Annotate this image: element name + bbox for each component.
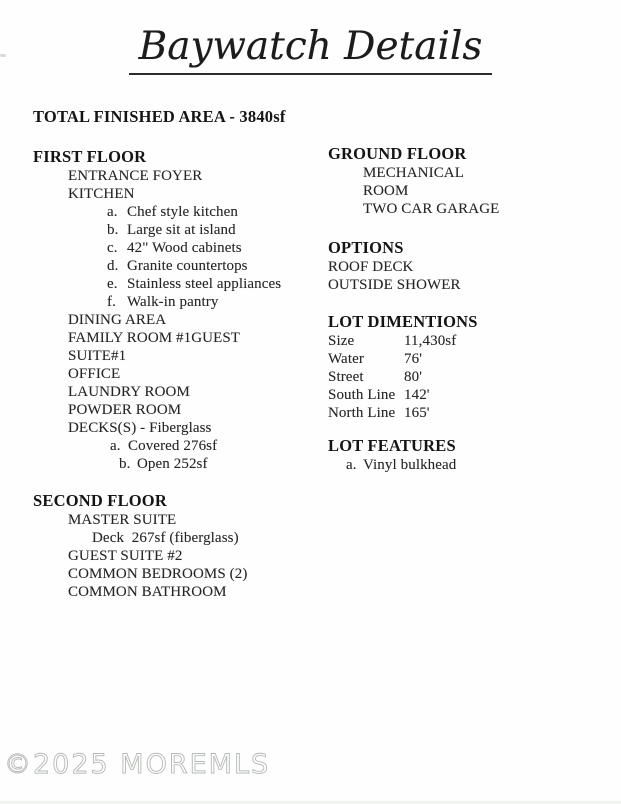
kitchen-feature-text: Granite countertops <box>127 258 248 274</box>
first-floor-room: DINING AREA <box>68 312 167 328</box>
lot-dimension-label: Size <box>328 333 355 349</box>
second-floor-room: COMMON BEDROOMS (2) <box>68 566 248 582</box>
lot-dimension-row <box>328 386 610 404</box>
option-item: OUTSIDE SHOWER <box>328 277 461 293</box>
kitchen-feature <box>33 221 323 239</box>
first-floor-room: FAMILY ROOM #1GUEST <box>68 330 241 346</box>
lot-feature-item <box>328 456 610 474</box>
list-marker: d. <box>107 258 119 274</box>
deck-detail <box>33 455 323 473</box>
section-heading-options: OPTIONS <box>328 238 404 257</box>
kitchen-feature-text: Stainless steel appliances <box>127 276 282 292</box>
lot-dimension-row <box>328 332 610 350</box>
lot-dimension-value: 76' <box>404 351 423 367</box>
document-title-block <box>0 22 621 75</box>
options-section <box>328 238 610 294</box>
lot-dimension-value: 165' <box>404 405 430 421</box>
kitchen-feature-text: Walk-in pantry <box>127 294 219 310</box>
list-marker: b. <box>107 222 119 238</box>
mls-watermark: ©2025 MOREMLS <box>4 749 271 780</box>
kitchen-feature <box>33 275 323 293</box>
lot-dimension-row <box>328 368 610 386</box>
lot-dimensions-section <box>328 312 610 422</box>
ground-floor-room: TWO CAR GARAGE <box>363 201 500 217</box>
lot-dimension-row <box>328 350 610 368</box>
ground-floor-room: MECHANICAL <box>363 165 464 181</box>
first-floor-room: SUITE#1 <box>68 348 127 364</box>
lot-dimension-row <box>328 404 610 422</box>
section-heading-lot-dimensions: LOT DIMENTIONS <box>328 312 478 331</box>
lot-features-section <box>328 436 610 474</box>
second-floor-room: COMMON BATHROOM <box>68 584 227 600</box>
first-floor-section <box>33 147 323 473</box>
kitchen-feature <box>33 239 323 257</box>
lot-dimension-value: 11,430sf <box>404 333 457 349</box>
document-title: Baywatch Details <box>129 22 493 75</box>
list-marker: f. <box>107 294 116 310</box>
lot-dimension-value: 142' <box>404 387 430 403</box>
deck-detail-text: Covered 276sf <box>128 438 218 454</box>
total-finished-area: TOTAL FINISHED AREA - 3840sf <box>33 107 286 126</box>
list-marker: b. <box>119 456 131 472</box>
list-marker: a. <box>346 457 357 473</box>
master-suite-deck: Deck 267sf (fiberglass) <box>92 530 239 546</box>
deck-detail-text: Open 252sf <box>137 456 208 472</box>
first-floor-room: OFFICE <box>68 366 121 382</box>
lot-dimension-label: Street <box>328 369 364 385</box>
section-heading-first-floor: FIRST FLOOR <box>33 147 147 166</box>
ground-floor-section <box>328 144 610 218</box>
list-marker: c. <box>107 240 118 256</box>
kitchen-feature-text: Large sit at island <box>127 222 236 238</box>
first-floor-room: LAUNDRY ROOM <box>68 384 190 400</box>
kitchen-feature-text: 42" Wood cabinets <box>127 240 242 256</box>
first-floor-room: KITCHEN <box>68 186 135 202</box>
lot-dimension-value: 80' <box>404 369 423 385</box>
kitchen-feature <box>33 203 323 221</box>
section-heading-ground-floor: GROUND FLOOR <box>328 144 467 163</box>
second-floor-section <box>33 491 323 601</box>
first-floor-room: DECKS(S) - Fiberglass <box>68 420 212 436</box>
section-heading-second-floor: SECOND FLOOR <box>33 491 167 510</box>
second-floor-room: MASTER SUITE <box>68 512 177 528</box>
list-marker: a. <box>107 204 118 220</box>
first-floor-room: ENTRANCE FOYER <box>68 168 203 184</box>
section-heading-lot-features: LOT FEATURES <box>328 436 456 455</box>
kitchen-feature <box>33 293 323 311</box>
lot-feature-text: Vinyl bulkhead <box>363 457 457 473</box>
lot-dimension-label: North Line <box>328 405 396 421</box>
option-item: ROOF DECK <box>328 259 414 275</box>
first-floor-room: POWDER ROOM <box>68 402 182 418</box>
kitchen-feature <box>33 257 323 275</box>
deck-detail <box>33 437 323 455</box>
kitchen-feature-text: Chef style kitchen <box>127 204 238 220</box>
second-floor-room: GUEST SUITE #2 <box>68 548 183 564</box>
lot-dimension-label: South Line <box>328 387 396 403</box>
left-column <box>33 147 323 601</box>
ground-floor-room: ROOM <box>363 183 409 199</box>
list-marker: e. <box>107 276 118 292</box>
list-marker: a. <box>110 438 121 454</box>
right-column <box>328 144 610 474</box>
lot-dimension-label: Water <box>328 351 364 367</box>
